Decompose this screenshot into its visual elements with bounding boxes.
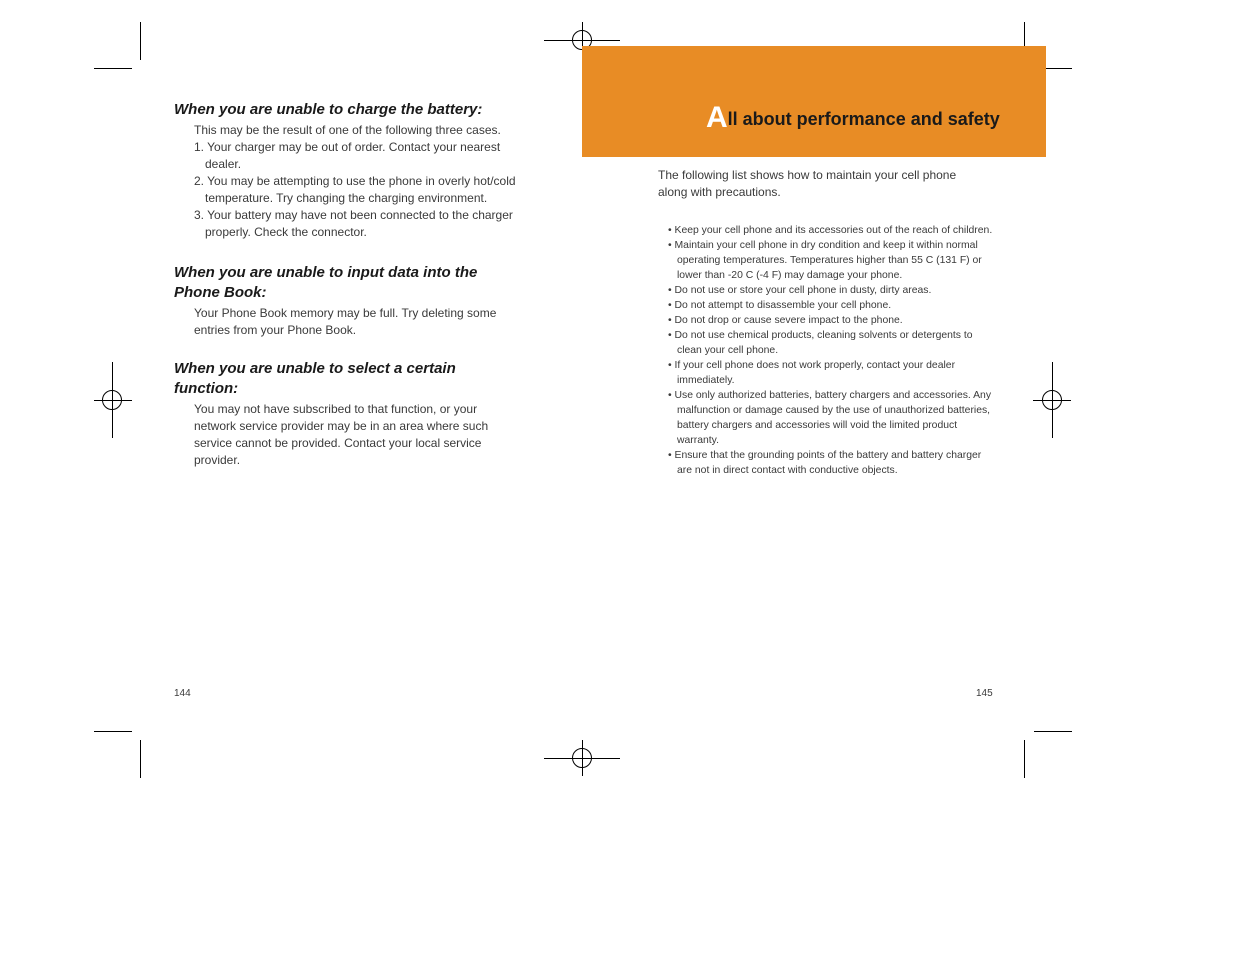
section-charge-battery (174, 100, 534, 241)
crop-mark (1034, 731, 1072, 732)
crop-mark (94, 731, 132, 732)
section-line: 1. Your charger may be out of order. Contact your nearest dealer. (194, 140, 501, 171)
registration-mark (1042, 390, 1062, 410)
crop-mark (94, 68, 132, 69)
list-item: • Do not drop or cause severe impact to the phone. (668, 315, 903, 326)
section-title: When you are unable to charge the battery: (174, 101, 483, 118)
page-number: 145 (976, 688, 993, 699)
section-line: Your Phone Book memory may be full. Try deleting some entries from your Phone Book. (194, 306, 497, 337)
section-select-function (174, 359, 534, 469)
section-line: 2. You may be attempting to use the phone in overly hot/cold temperature. Try changing the charging environment. (194, 174, 516, 205)
crop-mark (140, 22, 141, 60)
registration-mark (102, 390, 122, 410)
list-item: • Do not use or store your cell phone in dusty, dirty areas. (668, 285, 932, 296)
section-body (174, 122, 534, 241)
list-item: • Maintain your cell phone in dry condition and keep it within normal operating temperatures. Temperatures higher than 55 C (131 F) or lower than -20 C (-4 F) may damage your phone. (668, 240, 982, 281)
section-title: When you are unable to input data into the Phone Book: (174, 264, 478, 301)
chapter-title-rest: ll about performance and safety (727, 109, 1000, 129)
section-phone-book (174, 263, 534, 339)
section-title: When you are unable to select a certain function: (174, 360, 456, 397)
section-line: This may be the result of one of the following three cases. (194, 123, 501, 137)
list-item: • Keep your cell phone and its accessories out of the reach of children. (668, 225, 993, 236)
section-line: You may not have subscribed to that function, or your network service provider may be in an area where such service cannot be provided. Contact your local service provider. (194, 402, 489, 467)
list-item: • If your cell phone does not work properly, contact your dealer immediately. (668, 360, 956, 386)
crop-mark (140, 740, 141, 778)
list-item: • Ensure that the grounding points of the battery and battery charger are not in direct contact with conductive objects. (668, 450, 982, 476)
intro-text: The following list shows how to maintain your cell phone along with precautions. (658, 168, 957, 199)
chapter-title (706, 101, 1000, 134)
precautions-list (658, 223, 993, 478)
section-body (174, 305, 514, 339)
chapter-banner (582, 46, 1046, 157)
chapter-title-initial: A (706, 101, 728, 134)
registration-mark (572, 748, 592, 768)
page-number: 144 (174, 688, 191, 699)
list-item: • Do not attempt to disassemble your cell phone. (668, 300, 892, 311)
list-item: • Do not use chemical products, cleaning solvents or detergents to clean your cell phone. (668, 330, 973, 356)
right-page (658, 167, 993, 478)
section-line: 3. Your battery may have not been connected to the charger properly. Check the connector. (194, 208, 513, 239)
left-page (174, 100, 534, 483)
list-item: • Use only authorized batteries, battery chargers and accessories. Any malfunction or damage caused by the use of unauthorized batteries, battery chargers and accessories will void the limited product warranty. (668, 390, 992, 446)
section-body (174, 401, 504, 469)
crop-mark (1024, 740, 1025, 778)
